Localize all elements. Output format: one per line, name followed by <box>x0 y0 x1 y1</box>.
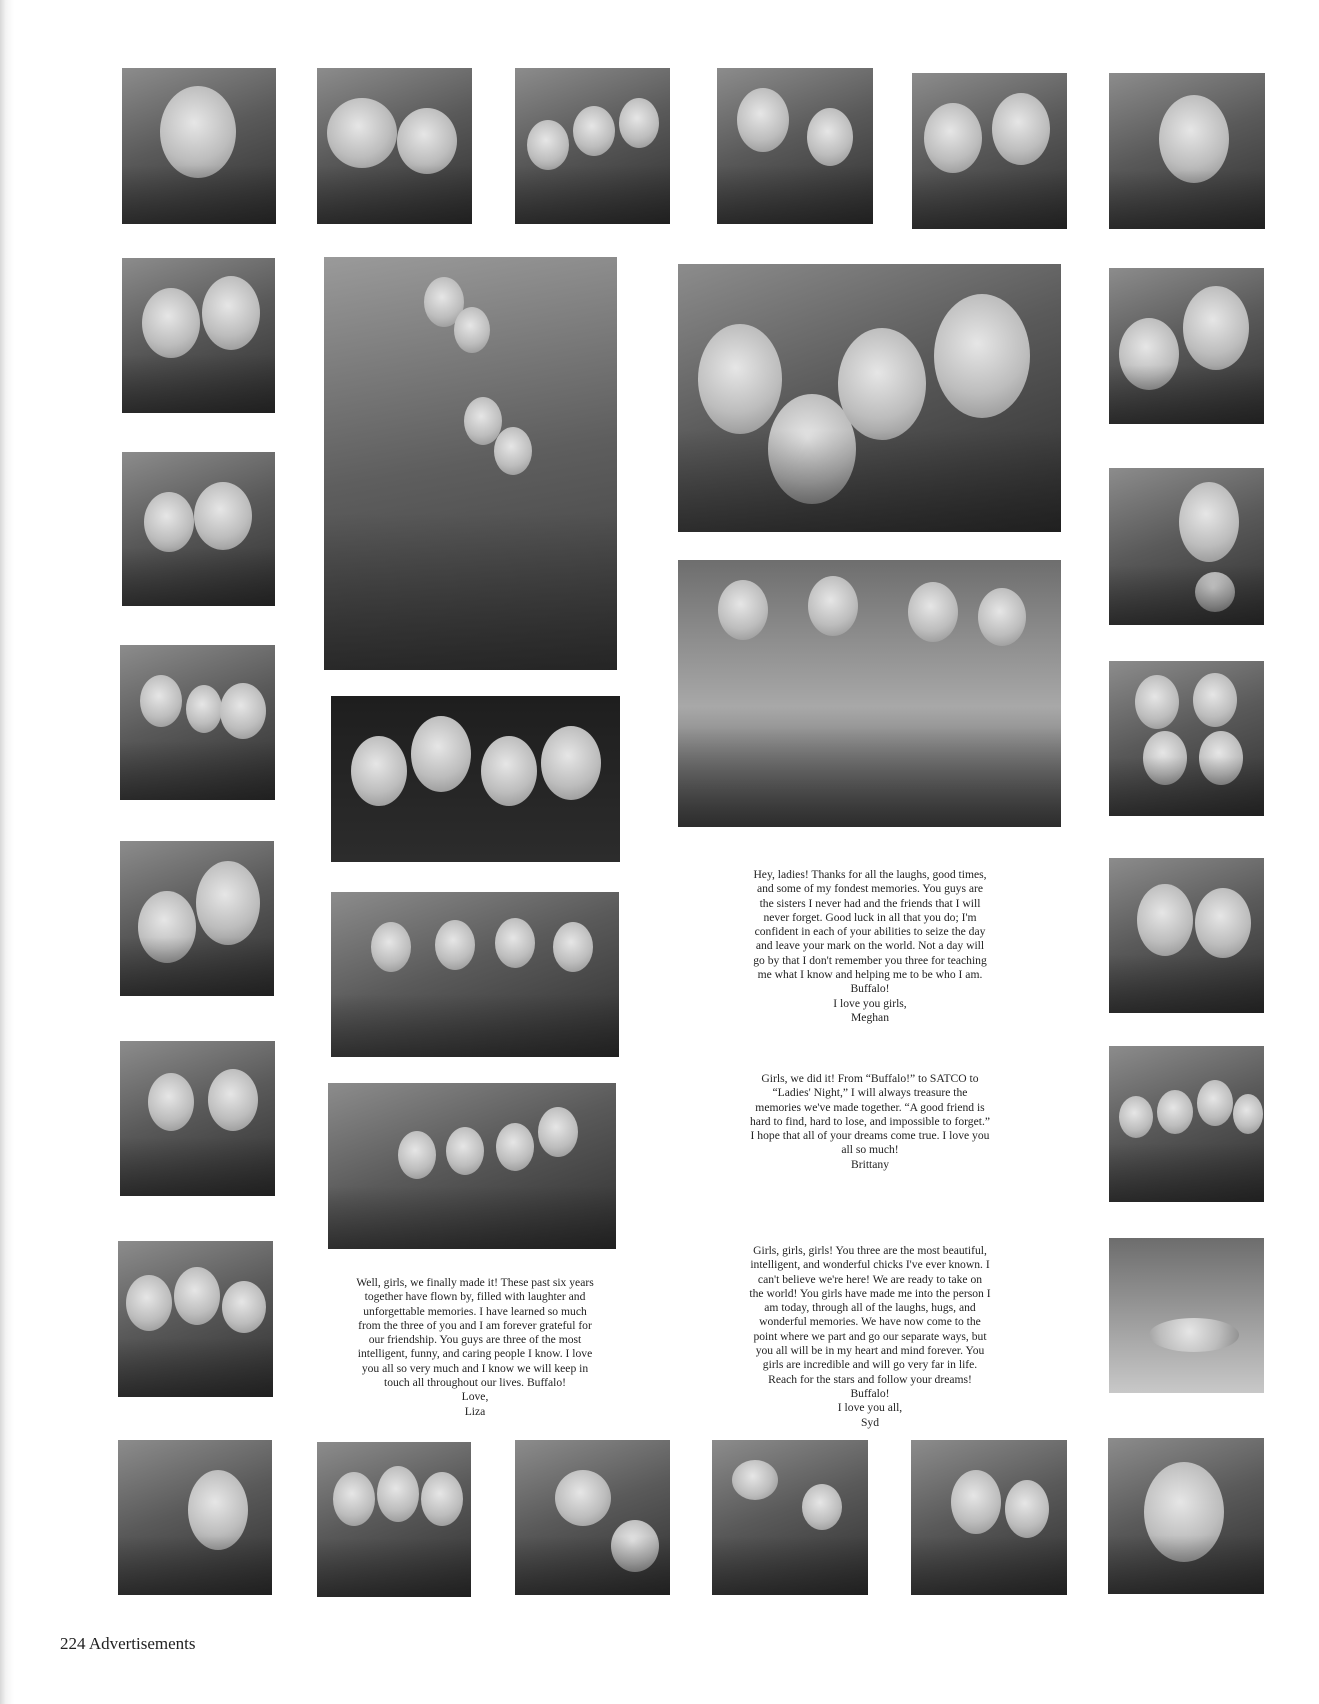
page-number: 224 <box>60 1634 86 1653</box>
section-title: Advertisements <box>88 1634 196 1653</box>
photo-top-2 <box>317 68 472 224</box>
photo-left-3 <box>120 645 275 800</box>
photo-top-1 <box>122 68 276 224</box>
photo-bottom-4 <box>712 1440 868 1595</box>
message-syd: Girls, girls, girls! You three are the most beautiful, intelligent, and wonderful chicks I've ever known. I can't believe we're here! We are ready to take on the world! You girls have made me into the person I am today, through all of the laughs, hugs, and wonderful memories. We have now come to the point where we part and go our separate ways, but you all will be in my heart and mind forever. You girls are incredible and will go very far in life. Reach for the stars and follow your dreams! Buffalo! I love you all, Syd <box>749 1244 991 1429</box>
photo-bottom-2 <box>317 1442 471 1597</box>
photo-large-group-smiles <box>678 264 1061 532</box>
photo-left-4 <box>120 841 274 996</box>
photo-left-1 <box>122 258 275 413</box>
photo-bottom-1 <box>118 1440 272 1595</box>
photo-large-river <box>678 560 1061 827</box>
photo-bottom-5 <box>911 1440 1067 1595</box>
photo-bottom-6 <box>1108 1438 1264 1594</box>
message-liza: Well, girls, we finally made it! These past six years together have flown by, filled with laughter and unforgettable memories. I have learned so much from the three of you and I am forever grateful for our friendship. You guys are three of the most intelligent, funny, and caring people I know. I love you all so very much and I know we will keep in touch all throughout our lives. Buffalo! Love, Liza <box>356 1276 594 1418</box>
photo-group-night <box>331 696 620 862</box>
photo-left-6 <box>118 1241 273 1397</box>
photo-right-2 <box>1109 468 1264 625</box>
photo-group-porch <box>328 1083 616 1249</box>
photo-right-3 <box>1109 661 1264 816</box>
photo-left-2 <box>122 452 275 606</box>
photo-top-4 <box>717 68 873 224</box>
photo-top-6 <box>1109 73 1265 229</box>
photo-right-4 <box>1109 858 1264 1013</box>
photo-left-5 <box>120 1041 275 1196</box>
photo-top-5 <box>912 73 1067 229</box>
message-meghan: Hey, ladies! Thanks for all the laughs, good times, and some of my fondest memories. You guys are the sisters I never had and the friends that I will never forget. Good luck in all that you do; I'm confident in each of your abilities to seize the day and leave your mark on the world. Not a day will go by that I don't remember you three for teaching me what I know and helping me to be who I am. Buffalo! I love you girls, Meghan <box>753 868 987 1024</box>
photo-right-6 <box>1109 1238 1264 1393</box>
page-footer <box>60 1634 196 1654</box>
photo-right-5 <box>1109 1046 1264 1202</box>
photo-large-tree <box>324 257 617 670</box>
photo-bottom-3 <box>515 1440 670 1595</box>
photo-right-1 <box>1109 268 1264 424</box>
photo-top-3 <box>515 68 670 224</box>
message-brittany: Girls, we did it! From “Buffalo!” to SATCO to “Ladies' Night,” I will always treasure the memories we've made together. “A good friend is hard to find, hard to lose, and impossible to forget.” I hope that all of your dreams come true. I love you all so much! Brittany <box>750 1072 990 1171</box>
photo-group-four <box>331 892 619 1057</box>
